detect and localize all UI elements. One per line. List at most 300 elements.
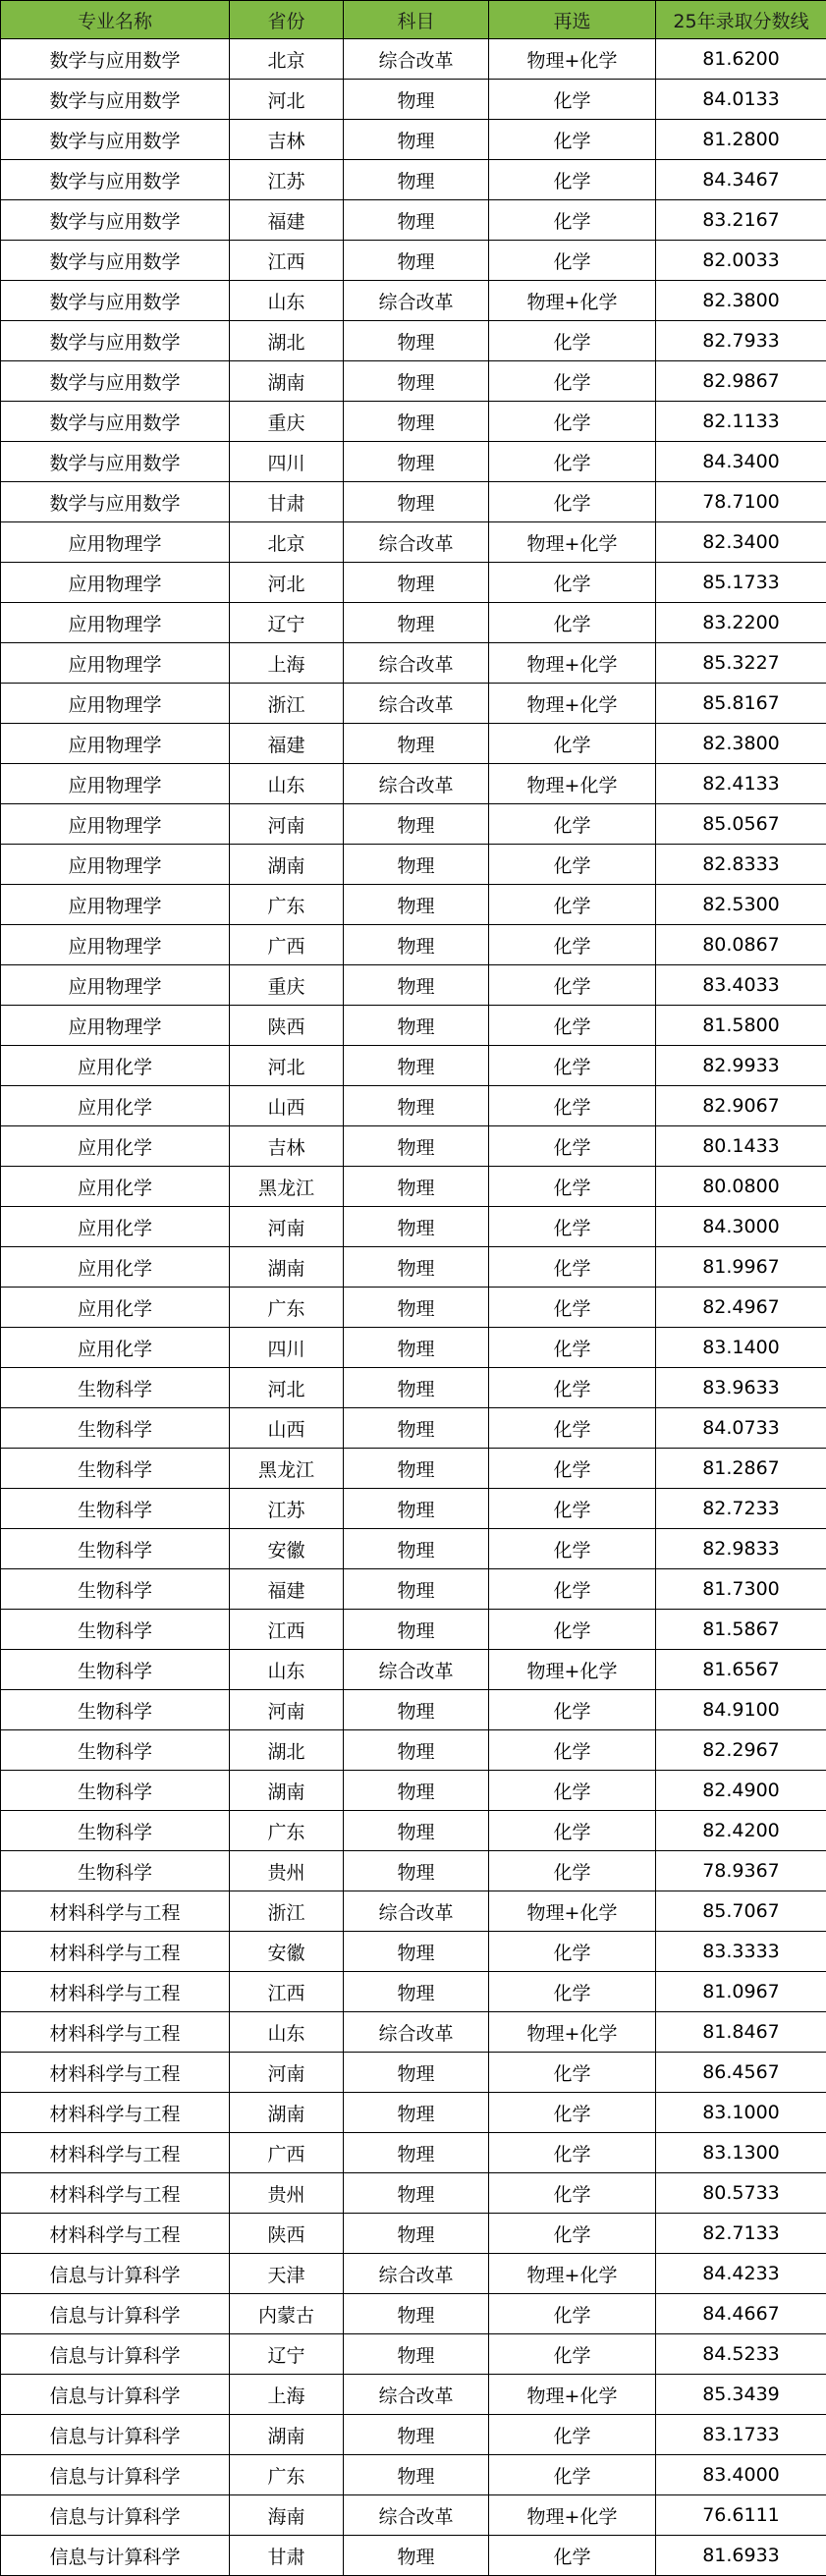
cell-elective: 化学 xyxy=(489,1328,656,1368)
cell-province: 湖南 xyxy=(230,2415,344,2455)
table-row xyxy=(1,522,826,563)
cell-major: 数学与应用数学 xyxy=(1,321,230,361)
cell-major: 应用物理学 xyxy=(1,804,230,845)
cell-major: 应用物理学 xyxy=(1,563,230,603)
cell-major: 生物科学 xyxy=(1,1449,230,1489)
cell-score: 83.2167 xyxy=(656,200,826,241)
cell-elective: 化学 xyxy=(489,1489,656,1529)
table-row xyxy=(1,1167,826,1207)
cell-elective: 化学 xyxy=(489,482,656,522)
cell-elective: 化学 xyxy=(489,1932,656,1972)
cell-province: 甘肃 xyxy=(230,2536,344,2576)
cell-major: 应用化学 xyxy=(1,1167,230,1207)
cell-score: 81.0967 xyxy=(656,1972,826,2012)
cell-major: 材料科学与工程 xyxy=(1,1932,230,1972)
cell-score: 81.2800 xyxy=(656,120,826,160)
cell-elective: 化学 xyxy=(489,2455,656,2495)
cell-score: 82.9067 xyxy=(656,1086,826,1126)
cell-major: 生物科学 xyxy=(1,1489,230,1529)
cell-major: 信息与计算科学 xyxy=(1,2254,230,2294)
table-row xyxy=(1,281,826,321)
cell-province: 浙江 xyxy=(230,1891,344,1932)
cell-province: 辽宁 xyxy=(230,2334,344,2375)
table-row xyxy=(1,402,826,442)
cell-subject: 物理 xyxy=(344,1771,489,1811)
cell-score: 85.0567 xyxy=(656,804,826,845)
cell-elective: 化学 xyxy=(489,1972,656,2012)
cell-subject: 物理 xyxy=(344,724,489,764)
cell-score: 84.4667 xyxy=(656,2294,826,2334)
cell-major: 材料科学与工程 xyxy=(1,2053,230,2093)
cell-elective: 物理+化学 xyxy=(489,1891,656,1932)
table-row xyxy=(1,1730,826,1771)
cell-elective: 化学 xyxy=(489,402,656,442)
cell-elective: 化学 xyxy=(489,1247,656,1288)
table-row xyxy=(1,1932,826,1972)
cell-subject: 物理 xyxy=(344,1368,489,1408)
cell-elective: 化学 xyxy=(489,804,656,845)
cell-province: 广东 xyxy=(230,1288,344,1328)
table-row xyxy=(1,845,826,885)
cell-province: 河南 xyxy=(230,2053,344,2093)
cell-elective: 化学 xyxy=(489,1690,656,1730)
cell-elective: 化学 xyxy=(489,442,656,482)
table-row xyxy=(1,684,826,724)
cell-subject: 物理 xyxy=(344,160,489,200)
cell-subject: 物理 xyxy=(344,603,489,643)
cell-major: 生物科学 xyxy=(1,1771,230,1811)
cell-subject: 物理 xyxy=(344,2214,489,2254)
cell-province: 河南 xyxy=(230,804,344,845)
cell-subject: 综合改革 xyxy=(344,2012,489,2053)
cell-major: 应用化学 xyxy=(1,1288,230,1328)
table-row xyxy=(1,603,826,643)
cell-elective: 化学 xyxy=(489,1730,656,1771)
cell-major: 信息与计算科学 xyxy=(1,2536,230,2576)
cell-subject: 物理 xyxy=(344,1247,489,1288)
cell-score: 82.4200 xyxy=(656,1811,826,1851)
cell-major: 生物科学 xyxy=(1,1851,230,1891)
table-row xyxy=(1,80,826,120)
cell-score: 85.3439 xyxy=(656,2375,826,2415)
cell-score: 85.3227 xyxy=(656,643,826,684)
cell-subject: 物理 xyxy=(344,1811,489,1851)
cell-subject: 物理 xyxy=(344,1288,489,1328)
cell-subject: 物理 xyxy=(344,1690,489,1730)
cell-score: 82.9867 xyxy=(656,361,826,402)
cell-subject: 物理 xyxy=(344,361,489,402)
cell-score: 82.3800 xyxy=(656,724,826,764)
table-row xyxy=(1,39,826,80)
table-row xyxy=(1,2133,826,2173)
cell-score: 83.1400 xyxy=(656,1328,826,1368)
cell-subject: 物理 xyxy=(344,925,489,965)
cell-score: 82.4133 xyxy=(656,764,826,804)
cell-province: 黑龙江 xyxy=(230,1449,344,1489)
cell-major: 生物科学 xyxy=(1,1730,230,1771)
table-row xyxy=(1,1449,826,1489)
cell-province: 河南 xyxy=(230,1690,344,1730)
cell-subject: 物理 xyxy=(344,1328,489,1368)
cell-subject: 物理 xyxy=(344,1851,489,1891)
cell-score: 85.1733 xyxy=(656,563,826,603)
cell-major: 应用物理学 xyxy=(1,885,230,925)
table-row xyxy=(1,1328,826,1368)
cell-major: 生物科学 xyxy=(1,1408,230,1449)
cell-major: 信息与计算科学 xyxy=(1,2495,230,2536)
cell-major: 生物科学 xyxy=(1,1610,230,1650)
cell-major: 数学与应用数学 xyxy=(1,442,230,482)
table-row xyxy=(1,925,826,965)
cell-province: 内蒙古 xyxy=(230,2294,344,2334)
cell-major: 应用物理学 xyxy=(1,925,230,965)
cell-score: 82.1133 xyxy=(656,402,826,442)
cell-subject: 物理 xyxy=(344,1126,489,1167)
cell-score: 83.1000 xyxy=(656,2093,826,2133)
cell-score: 80.0867 xyxy=(656,925,826,965)
cell-elective: 化学 xyxy=(489,1529,656,1569)
cell-subject: 综合改革 xyxy=(344,1650,489,1690)
cell-subject: 物理 xyxy=(344,321,489,361)
table-row xyxy=(1,563,826,603)
table-row xyxy=(1,1529,826,1569)
cell-subject: 综合改革 xyxy=(344,2495,489,2536)
cell-score: 85.8167 xyxy=(656,684,826,724)
cell-elective: 化学 xyxy=(489,965,656,1006)
table-row xyxy=(1,120,826,160)
table-row xyxy=(1,1569,826,1610)
table-row xyxy=(1,965,826,1006)
cell-subject: 物理 xyxy=(344,1408,489,1449)
cell-score: 81.6933 xyxy=(656,2536,826,2576)
cell-elective: 物理+化学 xyxy=(489,684,656,724)
cell-province: 北京 xyxy=(230,522,344,563)
table-row xyxy=(1,643,826,684)
cell-province: 重庆 xyxy=(230,402,344,442)
cell-province: 贵州 xyxy=(230,2173,344,2214)
cell-score: 81.2867 xyxy=(656,1449,826,1489)
cell-subject: 综合改革 xyxy=(344,39,489,80)
cell-province: 湖南 xyxy=(230,1771,344,1811)
cell-subject: 物理 xyxy=(344,241,489,281)
cell-score: 82.7133 xyxy=(656,2214,826,2254)
table-row xyxy=(1,1046,826,1086)
cell-subject: 综合改革 xyxy=(344,1891,489,1932)
cell-major: 应用物理学 xyxy=(1,764,230,804)
cell-major: 应用化学 xyxy=(1,1247,230,1288)
table-row xyxy=(1,1771,826,1811)
cell-province: 山东 xyxy=(230,281,344,321)
table-row xyxy=(1,442,826,482)
table-row xyxy=(1,2173,826,2214)
cell-elective: 化学 xyxy=(489,2093,656,2133)
cell-subject: 物理 xyxy=(344,1006,489,1046)
table-row xyxy=(1,1650,826,1690)
table-row xyxy=(1,1811,826,1851)
cell-elective: 化学 xyxy=(489,1408,656,1449)
cell-score: 84.4233 xyxy=(656,2254,826,2294)
cell-subject: 物理 xyxy=(344,1610,489,1650)
cell-elective: 化学 xyxy=(489,2173,656,2214)
cell-elective: 化学 xyxy=(489,1288,656,1328)
cell-elective: 化学 xyxy=(489,2415,656,2455)
table-row xyxy=(1,1851,826,1891)
table-row xyxy=(1,2093,826,2133)
cell-province: 湖北 xyxy=(230,1730,344,1771)
cell-major: 应用化学 xyxy=(1,1086,230,1126)
table-row xyxy=(1,1247,826,1288)
cell-elective: 化学 xyxy=(489,1167,656,1207)
cell-score: 83.1300 xyxy=(656,2133,826,2173)
cell-elective: 化学 xyxy=(489,2536,656,2576)
cell-elective: 化学 xyxy=(489,120,656,160)
cell-subject: 物理 xyxy=(344,965,489,1006)
cell-elective: 物理+化学 xyxy=(489,281,656,321)
table-row xyxy=(1,2375,826,2415)
cell-subject: 综合改革 xyxy=(344,522,489,563)
cell-score: 83.3333 xyxy=(656,1932,826,1972)
cell-subject: 物理 xyxy=(344,1086,489,1126)
cell-province: 河南 xyxy=(230,1207,344,1247)
cell-province: 湖南 xyxy=(230,1247,344,1288)
cell-province: 黑龙江 xyxy=(230,1167,344,1207)
cell-province: 福建 xyxy=(230,1569,344,1610)
header-subject: 科目 xyxy=(344,1,489,39)
cell-score: 78.9367 xyxy=(656,1851,826,1891)
cell-subject: 物理 xyxy=(344,2536,489,2576)
cell-subject: 物理 xyxy=(344,1569,489,1610)
table-body xyxy=(1,39,826,2576)
cell-major: 应用物理学 xyxy=(1,643,230,684)
cell-province: 安徽 xyxy=(230,1932,344,1972)
cell-subject: 物理 xyxy=(344,804,489,845)
table-row xyxy=(1,1690,826,1730)
cell-subject: 物理 xyxy=(344,2334,489,2375)
cell-province: 山东 xyxy=(230,1650,344,1690)
table-row xyxy=(1,1891,826,1932)
cell-score: 81.8467 xyxy=(656,2012,826,2053)
cell-score: 81.9967 xyxy=(656,1247,826,1288)
cell-province: 湖北 xyxy=(230,321,344,361)
cell-province: 江西 xyxy=(230,241,344,281)
cell-province: 广东 xyxy=(230,2455,344,2495)
cell-subject: 物理 xyxy=(344,1046,489,1086)
cell-elective: 物理+化学 xyxy=(489,39,656,80)
cell-score: 78.7100 xyxy=(656,482,826,522)
cell-elective: 化学 xyxy=(489,1126,656,1167)
cell-elective: 化学 xyxy=(489,1368,656,1408)
cell-province: 山东 xyxy=(230,2012,344,2053)
cell-elective: 化学 xyxy=(489,1569,656,1610)
cell-major: 数学与应用数学 xyxy=(1,80,230,120)
cell-province: 湖南 xyxy=(230,2093,344,2133)
cell-province: 河北 xyxy=(230,1368,344,1408)
cell-province: 江苏 xyxy=(230,160,344,200)
cell-major: 应用化学 xyxy=(1,1328,230,1368)
table-row xyxy=(1,804,826,845)
cell-subject: 物理 xyxy=(344,1972,489,2012)
cell-score: 84.3400 xyxy=(656,442,826,482)
table-row xyxy=(1,1086,826,1126)
cell-elective: 化学 xyxy=(489,2214,656,2254)
cell-score: 82.7933 xyxy=(656,321,826,361)
cell-province: 安徽 xyxy=(230,1529,344,1569)
cell-province: 吉林 xyxy=(230,1126,344,1167)
cell-score: 82.9933 xyxy=(656,1046,826,1086)
table-row xyxy=(1,2053,826,2093)
cell-province: 天津 xyxy=(230,2254,344,2294)
cell-score: 82.9833 xyxy=(656,1529,826,1569)
cell-score: 80.0800 xyxy=(656,1167,826,1207)
cell-major: 生物科学 xyxy=(1,1368,230,1408)
cell-elective: 化学 xyxy=(489,1006,656,1046)
table-row xyxy=(1,724,826,764)
cell-major: 应用化学 xyxy=(1,1207,230,1247)
cell-subject: 物理 xyxy=(344,2415,489,2455)
cell-score: 83.4033 xyxy=(656,965,826,1006)
cell-province: 贵州 xyxy=(230,1851,344,1891)
cell-subject: 物理 xyxy=(344,482,489,522)
cell-subject: 物理 xyxy=(344,402,489,442)
cell-score: 82.2967 xyxy=(656,1730,826,1771)
cell-province: 甘肃 xyxy=(230,482,344,522)
cell-score: 82.8333 xyxy=(656,845,826,885)
cell-elective: 化学 xyxy=(489,1086,656,1126)
cell-subject: 物理 xyxy=(344,2093,489,2133)
cell-score: 81.6567 xyxy=(656,1650,826,1690)
cell-elective: 化学 xyxy=(489,1771,656,1811)
cell-province: 海南 xyxy=(230,2495,344,2536)
cell-subject: 物理 xyxy=(344,1489,489,1529)
table-row xyxy=(1,2214,826,2254)
table-row xyxy=(1,482,826,522)
cell-score: 81.7300 xyxy=(656,1569,826,1610)
cell-subject: 综合改革 xyxy=(344,281,489,321)
cell-province: 四川 xyxy=(230,442,344,482)
cell-elective: 化学 xyxy=(489,1207,656,1247)
cell-major: 信息与计算科学 xyxy=(1,2415,230,2455)
cell-subject: 物理 xyxy=(344,120,489,160)
cell-province: 山西 xyxy=(230,1086,344,1126)
header-province: 省份 xyxy=(230,1,344,39)
cell-score: 82.4900 xyxy=(656,1771,826,1811)
table-row xyxy=(1,2495,826,2536)
cell-major: 数学与应用数学 xyxy=(1,241,230,281)
cell-major: 材料科学与工程 xyxy=(1,2173,230,2214)
cell-elective: 化学 xyxy=(489,724,656,764)
cell-major: 应用物理学 xyxy=(1,684,230,724)
cell-subject: 综合改革 xyxy=(344,2375,489,2415)
table-row xyxy=(1,2415,826,2455)
cell-elective: 物理+化学 xyxy=(489,1650,656,1690)
table-row xyxy=(1,2254,826,2294)
cell-elective: 化学 xyxy=(489,80,656,120)
cell-score: 82.3400 xyxy=(656,522,826,563)
table-row xyxy=(1,2455,826,2495)
cell-elective: 化学 xyxy=(489,1610,656,1650)
cell-subject: 综合改革 xyxy=(344,643,489,684)
cell-province: 吉林 xyxy=(230,120,344,160)
cell-province: 重庆 xyxy=(230,965,344,1006)
table-row xyxy=(1,1489,826,1529)
cell-major: 材料科学与工程 xyxy=(1,1972,230,2012)
cell-subject: 物理 xyxy=(344,2053,489,2093)
cell-province: 山东 xyxy=(230,764,344,804)
cell-subject: 物理 xyxy=(344,80,489,120)
header-row xyxy=(1,1,826,39)
cell-score: 82.7233 xyxy=(656,1489,826,1529)
cell-major: 材料科学与工程 xyxy=(1,1891,230,1932)
cell-score: 83.4000 xyxy=(656,2455,826,2495)
cell-province: 浙江 xyxy=(230,684,344,724)
cell-score: 81.5867 xyxy=(656,1610,826,1650)
cell-major: 数学与应用数学 xyxy=(1,361,230,402)
cell-score: 83.2200 xyxy=(656,603,826,643)
table-row xyxy=(1,241,826,281)
table-row xyxy=(1,361,826,402)
cell-elective: 物理+化学 xyxy=(489,522,656,563)
cell-province: 广西 xyxy=(230,925,344,965)
cell-score: 81.5800 xyxy=(656,1006,826,1046)
table-row xyxy=(1,1610,826,1650)
table-row xyxy=(1,1207,826,1247)
cell-major: 应用物理学 xyxy=(1,845,230,885)
cell-province: 河北 xyxy=(230,1046,344,1086)
cell-province: 河北 xyxy=(230,80,344,120)
cell-score: 86.4567 xyxy=(656,2053,826,2093)
cell-major: 数学与应用数学 xyxy=(1,120,230,160)
cell-province: 江西 xyxy=(230,1972,344,2012)
table-row xyxy=(1,1006,826,1046)
cell-major: 应用化学 xyxy=(1,1126,230,1167)
cell-subject: 物理 xyxy=(344,442,489,482)
cell-province: 陕西 xyxy=(230,1006,344,1046)
cell-elective: 化学 xyxy=(489,2294,656,2334)
cell-elective: 化学 xyxy=(489,321,656,361)
cell-elective: 物理+化学 xyxy=(489,2375,656,2415)
cell-score: 81.6200 xyxy=(656,39,826,80)
cell-subject: 物理 xyxy=(344,845,489,885)
table-row xyxy=(1,1408,826,1449)
cell-score: 82.0033 xyxy=(656,241,826,281)
cell-major: 生物科学 xyxy=(1,1690,230,1730)
cell-province: 河北 xyxy=(230,563,344,603)
cell-major: 生物科学 xyxy=(1,1650,230,1690)
header-elective: 再选 xyxy=(489,1,656,39)
cell-elective: 化学 xyxy=(489,160,656,200)
cell-province: 北京 xyxy=(230,39,344,80)
cell-elective: 化学 xyxy=(489,2133,656,2173)
cell-major: 生物科学 xyxy=(1,1569,230,1610)
cell-major: 数学与应用数学 xyxy=(1,482,230,522)
header-score: 25年录取分数线 xyxy=(656,1,826,39)
cell-major: 信息与计算科学 xyxy=(1,2455,230,2495)
cell-elective: 化学 xyxy=(489,1046,656,1086)
cell-major: 材料科学与工程 xyxy=(1,2012,230,2053)
cell-elective: 物理+化学 xyxy=(489,764,656,804)
cell-major: 信息与计算科学 xyxy=(1,2334,230,2375)
cell-subject: 物理 xyxy=(344,1167,489,1207)
table-row xyxy=(1,1972,826,2012)
cell-major: 应用化学 xyxy=(1,1046,230,1086)
cell-province: 上海 xyxy=(230,643,344,684)
cell-province: 广东 xyxy=(230,885,344,925)
cell-province: 广西 xyxy=(230,2133,344,2173)
cell-subject: 物理 xyxy=(344,563,489,603)
cell-elective: 物理+化学 xyxy=(489,2254,656,2294)
cell-major: 数学与应用数学 xyxy=(1,39,230,80)
cell-score: 83.9633 xyxy=(656,1368,826,1408)
